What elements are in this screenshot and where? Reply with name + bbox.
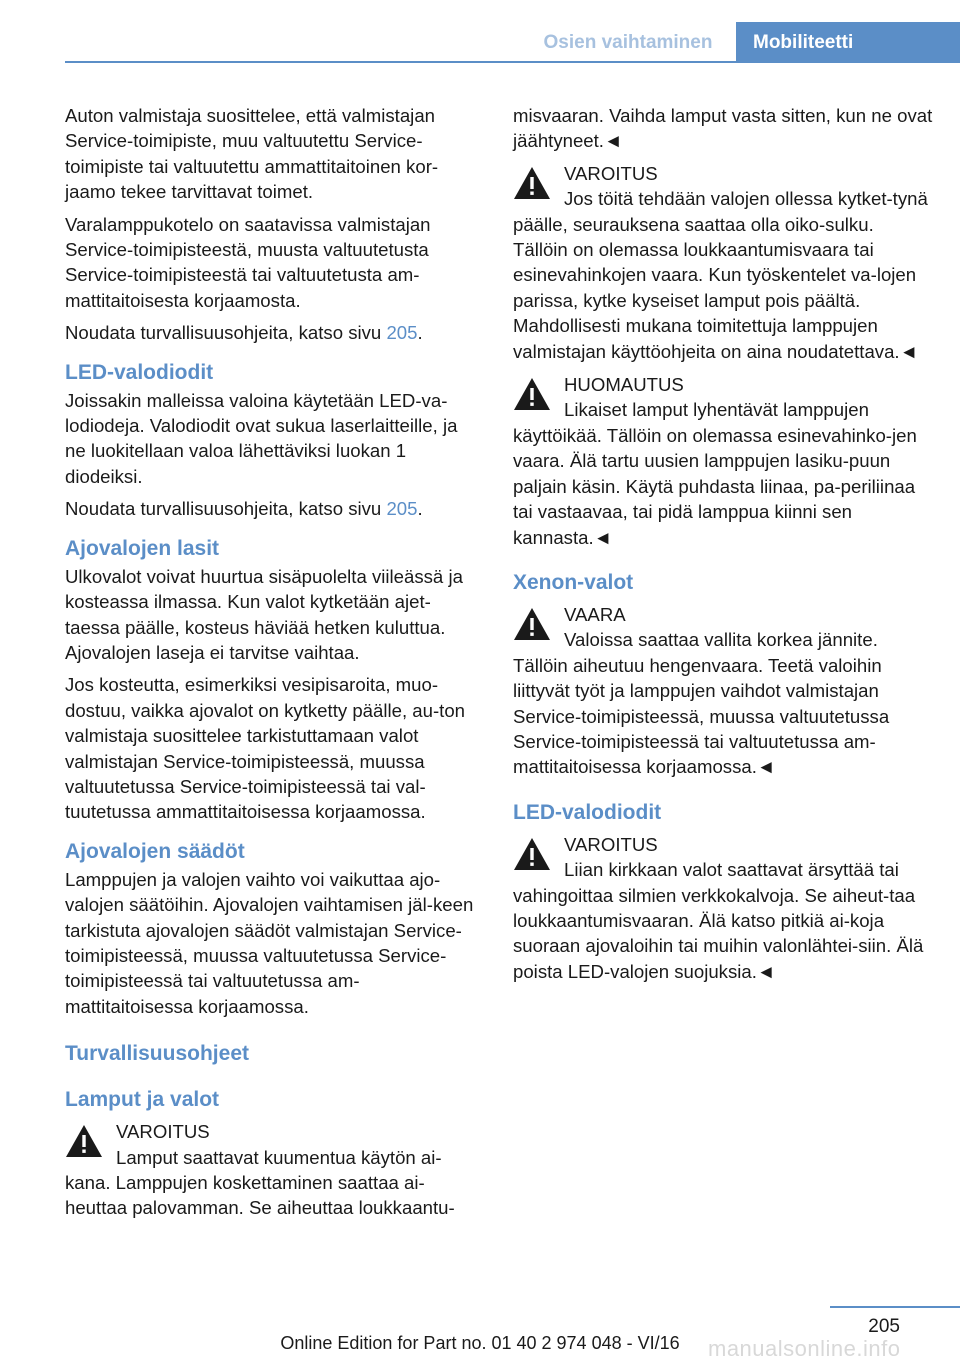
- paragraph: Lamppujen ja valojen vaihto voi vaikuttaa ajo‐valojen säätöihin. Ajovalojen vaihtamisen jäl‐keen tarkistuta ajovalojen säädöt valmistajan Service-toimipisteessä, muussa valtuutetussa Service-toimipisteessä tai valtuutetussa am‐mattitaitoisessa korjaamossa.: [65, 868, 474, 1017]
- paragraph: Joissakin malleissa valoina käytetään LED-va‐lodiodeja. Valodiodit ovat sukua laserlaitteille, ja ne luokitellaan valoa lähettäviksi luokan 1 diodeiksi.: [65, 389, 458, 487]
- warning-title: VAROITUS: [564, 162, 658, 184]
- reference-text: Noudata turvallisuusohjeita, katso sivu: [65, 498, 387, 520]
- notice-title: HUOMAUTUS: [564, 374, 684, 396]
- section-heading-xenon: Xenon-valot: [513, 570, 634, 594]
- section-heading-turva: Turvallisuusohjeet: [65, 1042, 249, 1066]
- notice-block: [513, 372, 933, 550]
- warning-triangle-icon: [65, 1124, 103, 1158]
- warning-block: [65, 1119, 483, 1221]
- punctuation: .: [417, 322, 423, 344]
- warning-triangle-icon: [513, 837, 551, 871]
- paragraph: Varalamppukotelo on saatavissa valmistajan Service-toimipisteestä, muusta valtuutetusta Service-toimipisteestä tai valtuutetusta am‐mattitaitoisesta korjaamosta.: [65, 213, 431, 311]
- header-rule: [65, 61, 960, 63]
- section-heading-led-2: LED-valodiodit: [513, 800, 662, 824]
- reference-text: Noudata turvallisuusohjeita, katso sivu: [65, 322, 387, 344]
- paragraph: misvaaran. Vaihda lamput vasta sitten, kun ne ovat jäähtyneet.◄: [513, 105, 933, 152]
- punctuation: .: [417, 498, 423, 520]
- warning-triangle-icon: [513, 607, 551, 641]
- page-link[interactable]: 205: [386, 322, 418, 344]
- section-heading-saadot: Ajovalojen säädöt: [65, 839, 245, 863]
- warning-text: Lamput saattavat kuumentua käytön ai‐kana. Lamppujen koskettaminen saattaa ai‐heuttaa palovamman. Se aiheuttaa loukkaantu‐: [65, 1146, 455, 1219]
- notice-text: Likaiset lamput lyhentävät lamppujen käyttöikää. Tällöin on olemassa esinevahinko‐jen vaara. Älä tartu uusien lamppujen lasiku‐puun paljain käsin. Käytä puhdasta liinaa, pa‐periliinaa tai vastaavaa, tai pidä lamppua kiinni sen kannasta.◄: [513, 399, 917, 548]
- danger-title: VAARA: [564, 603, 626, 625]
- warning-triangle-icon: [513, 166, 551, 200]
- danger-block: [513, 602, 933, 780]
- warning-text: Jos töitä tehdään valojen ollessa kytket‐tynä päälle, seurauksena saattaa olla oiko‐sulku. Tällöin on olemassa loukkaantumisvaara tai esinevahinkojen vaara. Kun työskentelet va‐lojen parissa, kytke kyseiset lamput pois päältä. Mahdollisesti mukana toimitettuja lamppujen valmistajan käyttöohjeita on aina noudatettava.◄: [513, 188, 928, 362]
- section-heading-led: LED-valodiodit: [65, 360, 214, 384]
- warning-title: VAROITUS: [116, 1121, 210, 1143]
- paragraph-reference: [65, 496, 483, 521]
- page-header: [0, 0, 960, 62]
- tab-section[interactable]: Osien vaihtaminen: [543, 32, 713, 53]
- warning-block: [513, 832, 933, 984]
- footer-rule: [830, 1306, 960, 1308]
- section-heading-lasit: Ajovalojen lasit: [65, 536, 220, 560]
- paragraph-reference: [65, 320, 483, 345]
- section-heading-lamput: Lamput ja valot: [65, 1088, 220, 1112]
- paragraph: Auton valmistaja suosittelee, että valmistajan Service-toimipiste, muu valtuutettu Service-toimipiste tai valtuutettu ammattitaitoinen kor‐jaamo tekee tarvittavat toimet.: [65, 105, 439, 203]
- danger-text: Valoissa saattaa vallita korkea jännite. Tällöin aiheutuu hengenvaara. Teetä valoihin liittyvät työt ja lamppujen vaihdot valmistajan Service-toimipisteessä, muussa valtuutetussa Service-toimipisteessä tai valtuutetussa am‐mattitaitoisessa korjaamossa.◄: [513, 629, 890, 778]
- warning-title: VAROITUS: [564, 833, 658, 855]
- warning-text: Liian kirkkaan valot saattavat ärsyttää tai vahingoittaa silmien verkkokalvoja. Se aiheut‐taa loukkaantumisvaaran. Älä katso pitkiä ai‐koja suoraan ajovaloihin tai muihin valonlähtei‐siin. Älä poista LED-valojen suojuksia.◄: [513, 859, 924, 982]
- page-link[interactable]: 205: [386, 498, 418, 520]
- watermark: manualsonline.info: [708, 1336, 901, 1361]
- tab-chapter[interactable]: Mobiliteetti: [736, 22, 960, 62]
- right-column: [513, 103, 933, 992]
- warning-triangle-icon: [513, 377, 551, 411]
- left-column: [65, 103, 483, 1229]
- paragraph: Ulkovalot voivat huurtua sisäpuolelta viileässä ja kosteassa ilmassa. Kun valot kytketään ajet‐taessa päälle, kosteus häviää hetken kuluttua. Ajovalojen laseja ei tarvitse vaihtaa.: [65, 565, 463, 663]
- page-number: 205: [868, 1316, 900, 1337]
- warning-block: [513, 161, 933, 364]
- edition-note: Online Edition for Part no. 01 40 2 974 048 - VI/16: [280, 1333, 680, 1353]
- paragraph: Jos kosteutta, esimerkiksi vesipisaroita, muo‐dostuu, vaikka ajovalot on kytketty päälle, au‐ton valmistaja suosittelee tarkistuttamaan valot valmistajan Service-toimipisteessä, muussa valtuutetussa Service-toimipisteessä tai val‐tuutetussa ammattitaitoisessa korjaamossa.: [65, 674, 466, 823]
